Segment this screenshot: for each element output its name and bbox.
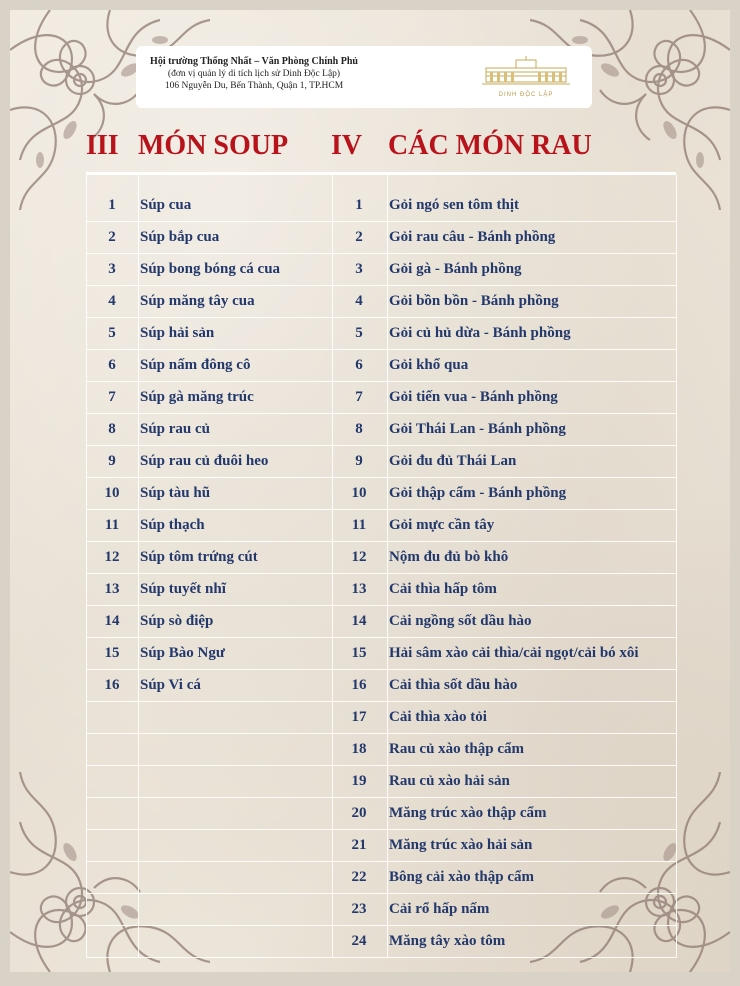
vegetable-item-name: Gỏi gà - Bánh phồng	[389, 261, 522, 277]
section-title-vegetables: CÁC MÓN RAU	[388, 130, 592, 161]
vegetable-item-name: Hải sâm xào cải thìa/cải ngọt/cải bó xôi	[389, 645, 639, 661]
header-card	[136, 46, 592, 108]
soup-item-name: Súp gà măng trúc	[140, 389, 254, 405]
vegetable-item-number: 24	[351, 933, 367, 949]
vegetable-item-name: Bông cải xào thập cẩm	[389, 869, 535, 885]
soup-item-name: Súp sò điệp	[140, 613, 214, 629]
vegetable-item-number: 16	[351, 677, 367, 693]
table-row	[86, 606, 676, 638]
ornament-corner-icon	[530, 10, 730, 210]
vegetable-item-name: Gỏi đu đủ Thái Lan	[389, 453, 517, 469]
soup-item-number: 11	[104, 517, 120, 533]
soup-item-number: 7	[108, 389, 116, 405]
organization-subtitle: (đơn vị quản lý di tích lịch sử Dinh Độc Lập)	[167, 69, 341, 79]
soup-item-number: 8	[108, 421, 116, 437]
organization-info	[144, 56, 364, 92]
vegetable-item-number: 12	[351, 549, 367, 565]
soup-item-number: 3	[108, 261, 116, 277]
vegetable-item-number: 7	[355, 389, 363, 405]
table-row	[86, 190, 676, 222]
vegetable-item-name: Rau củ xào hải sản	[389, 773, 510, 789]
vegetable-item-number: 15	[351, 645, 367, 661]
table-row	[86, 350, 676, 382]
table-row	[86, 574, 676, 606]
soup-item-number: 1	[108, 197, 116, 213]
soup-item-name: Súp Vi cá	[140, 677, 201, 693]
column-divider	[332, 175, 333, 958]
vegetable-item-number: 4	[355, 293, 363, 309]
vegetable-item-number: 14	[351, 613, 367, 629]
organization-address: 106 Nguyễn Du, Bến Thành, Quận 1, TP.HCM	[164, 81, 344, 91]
vegetable-item-number: 13	[351, 581, 367, 597]
soup-item-number: 16	[104, 677, 120, 693]
soup-item-number: 6	[108, 357, 116, 373]
table-row	[86, 478, 676, 510]
vegetable-item-number: 20	[351, 805, 367, 821]
soup-item-number: 10	[104, 485, 120, 501]
table-row	[86, 702, 676, 734]
vegetable-item-name: Gỏi bồn bồn - Bánh phồng	[389, 293, 559, 309]
row-divider	[86, 957, 676, 958]
menu-page	[10, 10, 730, 972]
table-row	[86, 382, 676, 414]
table-row	[86, 222, 676, 254]
vegetable-item-number: 10	[351, 485, 367, 501]
vegetable-item-name: Rau củ xào thập cẩm	[389, 741, 525, 757]
column-divider	[86, 175, 87, 958]
table-row	[86, 798, 676, 830]
soup-item-name: Súp nấm đông cô	[140, 357, 251, 373]
vegetable-item-name: Gỏi củ hủ dừa - Bánh phồng	[389, 325, 571, 341]
vegetable-item-number: 22	[351, 869, 367, 885]
vegetable-item-number: 17	[351, 709, 367, 725]
column-divider	[138, 175, 139, 958]
soup-item-number: 2	[108, 229, 116, 245]
soup-item-number: 12	[104, 549, 120, 565]
vegetable-item-name: Cải thìa xào tỏi	[389, 709, 487, 725]
soup-item-name: Súp cua	[140, 197, 192, 213]
table-row	[86, 670, 676, 702]
table-row	[86, 542, 676, 574]
section-number-vegetables: IV	[331, 130, 363, 161]
vegetable-item-number: 18	[351, 741, 367, 757]
vegetable-item-name: Cải ngồng sốt dầu hào	[389, 613, 532, 629]
vegetable-item-number: 23	[351, 901, 367, 917]
vegetable-item-name: Gỏi Thái Lan - Bánh phồng	[389, 421, 566, 437]
soup-item-number: 15	[104, 645, 120, 661]
soup-item-name: Súp thạch	[140, 517, 205, 533]
table-row	[86, 926, 676, 958]
soup-item-number: 13	[104, 581, 120, 597]
soup-item-name: Súp tôm trứng cút	[140, 549, 258, 565]
vegetable-item-name: Gỏi ngó sen tôm thịt	[389, 197, 520, 213]
table-row	[86, 862, 676, 894]
soup-item-name: Súp bong bóng cá cua	[140, 261, 281, 277]
logo-caption: DINH ĐỘC LẬP	[498, 92, 554, 98]
palace-logo-icon	[480, 54, 572, 88]
soup-item-name: Súp rau củ	[140, 421, 211, 437]
organization-name: Hội trường Thống Nhất – Văn Phòng Chính Phủ	[150, 56, 358, 67]
vegetable-item-number: 2	[355, 229, 363, 245]
soup-item-name: Súp hải sản	[140, 325, 215, 341]
vegetable-item-name: Măng tây xào tôm	[389, 933, 506, 949]
vegetable-item-name: Gỏi mực cần tây	[389, 517, 495, 533]
vegetable-item-name: Gỏi thập cẩm - Bánh phồng	[389, 485, 567, 501]
vegetable-item-name: Cải thìa hấp tôm	[389, 581, 497, 597]
soup-item-name: Súp măng tây cua	[140, 293, 255, 309]
palace-logo	[480, 54, 572, 100]
soup-item-name: Súp tàu hũ	[140, 485, 211, 501]
section-title-soup: MÓN SOUP	[138, 130, 289, 161]
vegetable-item-number: 1	[355, 197, 363, 213]
vegetable-item-number: 8	[355, 421, 363, 437]
table-row	[86, 414, 676, 446]
table-row	[86, 638, 676, 670]
vegetable-item-number: 19	[351, 773, 367, 789]
table-row	[86, 894, 676, 926]
soup-item-number: 4	[108, 293, 116, 309]
vegetable-item-number: 9	[355, 453, 363, 469]
vegetable-item-number: 3	[355, 261, 363, 277]
vegetable-item-name: Măng trúc xào thập cẩm	[389, 805, 547, 821]
vegetable-item-name: Gỏi rau câu - Bánh phồng	[389, 229, 556, 245]
column-divider	[676, 175, 677, 958]
soup-item-name: Súp tuyết nhĩ	[140, 581, 226, 597]
table-row	[86, 766, 676, 798]
section-number-soup: III	[86, 130, 119, 161]
vegetable-item-number: 11	[351, 517, 367, 533]
soup-item-name: Súp rau củ đuôi heo	[140, 453, 269, 469]
table-row	[86, 734, 676, 766]
vegetable-item-name: Cải thìa sốt dầu hào	[389, 677, 518, 693]
vegetable-item-number: 6	[355, 357, 363, 373]
ornament-corner-icon	[10, 10, 210, 210]
vegetable-item-name: Măng trúc xào hải sản	[389, 837, 533, 853]
vegetable-item-number: 21	[351, 837, 367, 853]
soup-item-number: 5	[108, 325, 116, 341]
vegetable-item-name: Nộm đu đủ bò khô	[389, 549, 509, 565]
column-divider	[387, 175, 388, 958]
vegetable-item-name: Cải rổ hấp nấm	[389, 901, 490, 917]
table-row	[86, 446, 676, 478]
vegetable-item-name: Gỏi tiến vua - Bánh phồng	[389, 389, 558, 405]
vegetable-item-number: 5	[355, 325, 363, 341]
soup-item-number: 14	[104, 613, 120, 629]
table-row	[86, 318, 676, 350]
soup-item-name: Súp bắp cua	[140, 229, 220, 245]
vegetable-item-name: Gỏi khổ qua	[389, 357, 469, 373]
table-row	[86, 254, 676, 286]
table-top-rule	[86, 172, 676, 175]
table-row	[86, 830, 676, 862]
soup-item-name: Súp Bào Ngư	[140, 645, 225, 661]
soup-item-number: 9	[108, 453, 116, 469]
table-row	[86, 510, 676, 542]
table-row	[86, 286, 676, 318]
